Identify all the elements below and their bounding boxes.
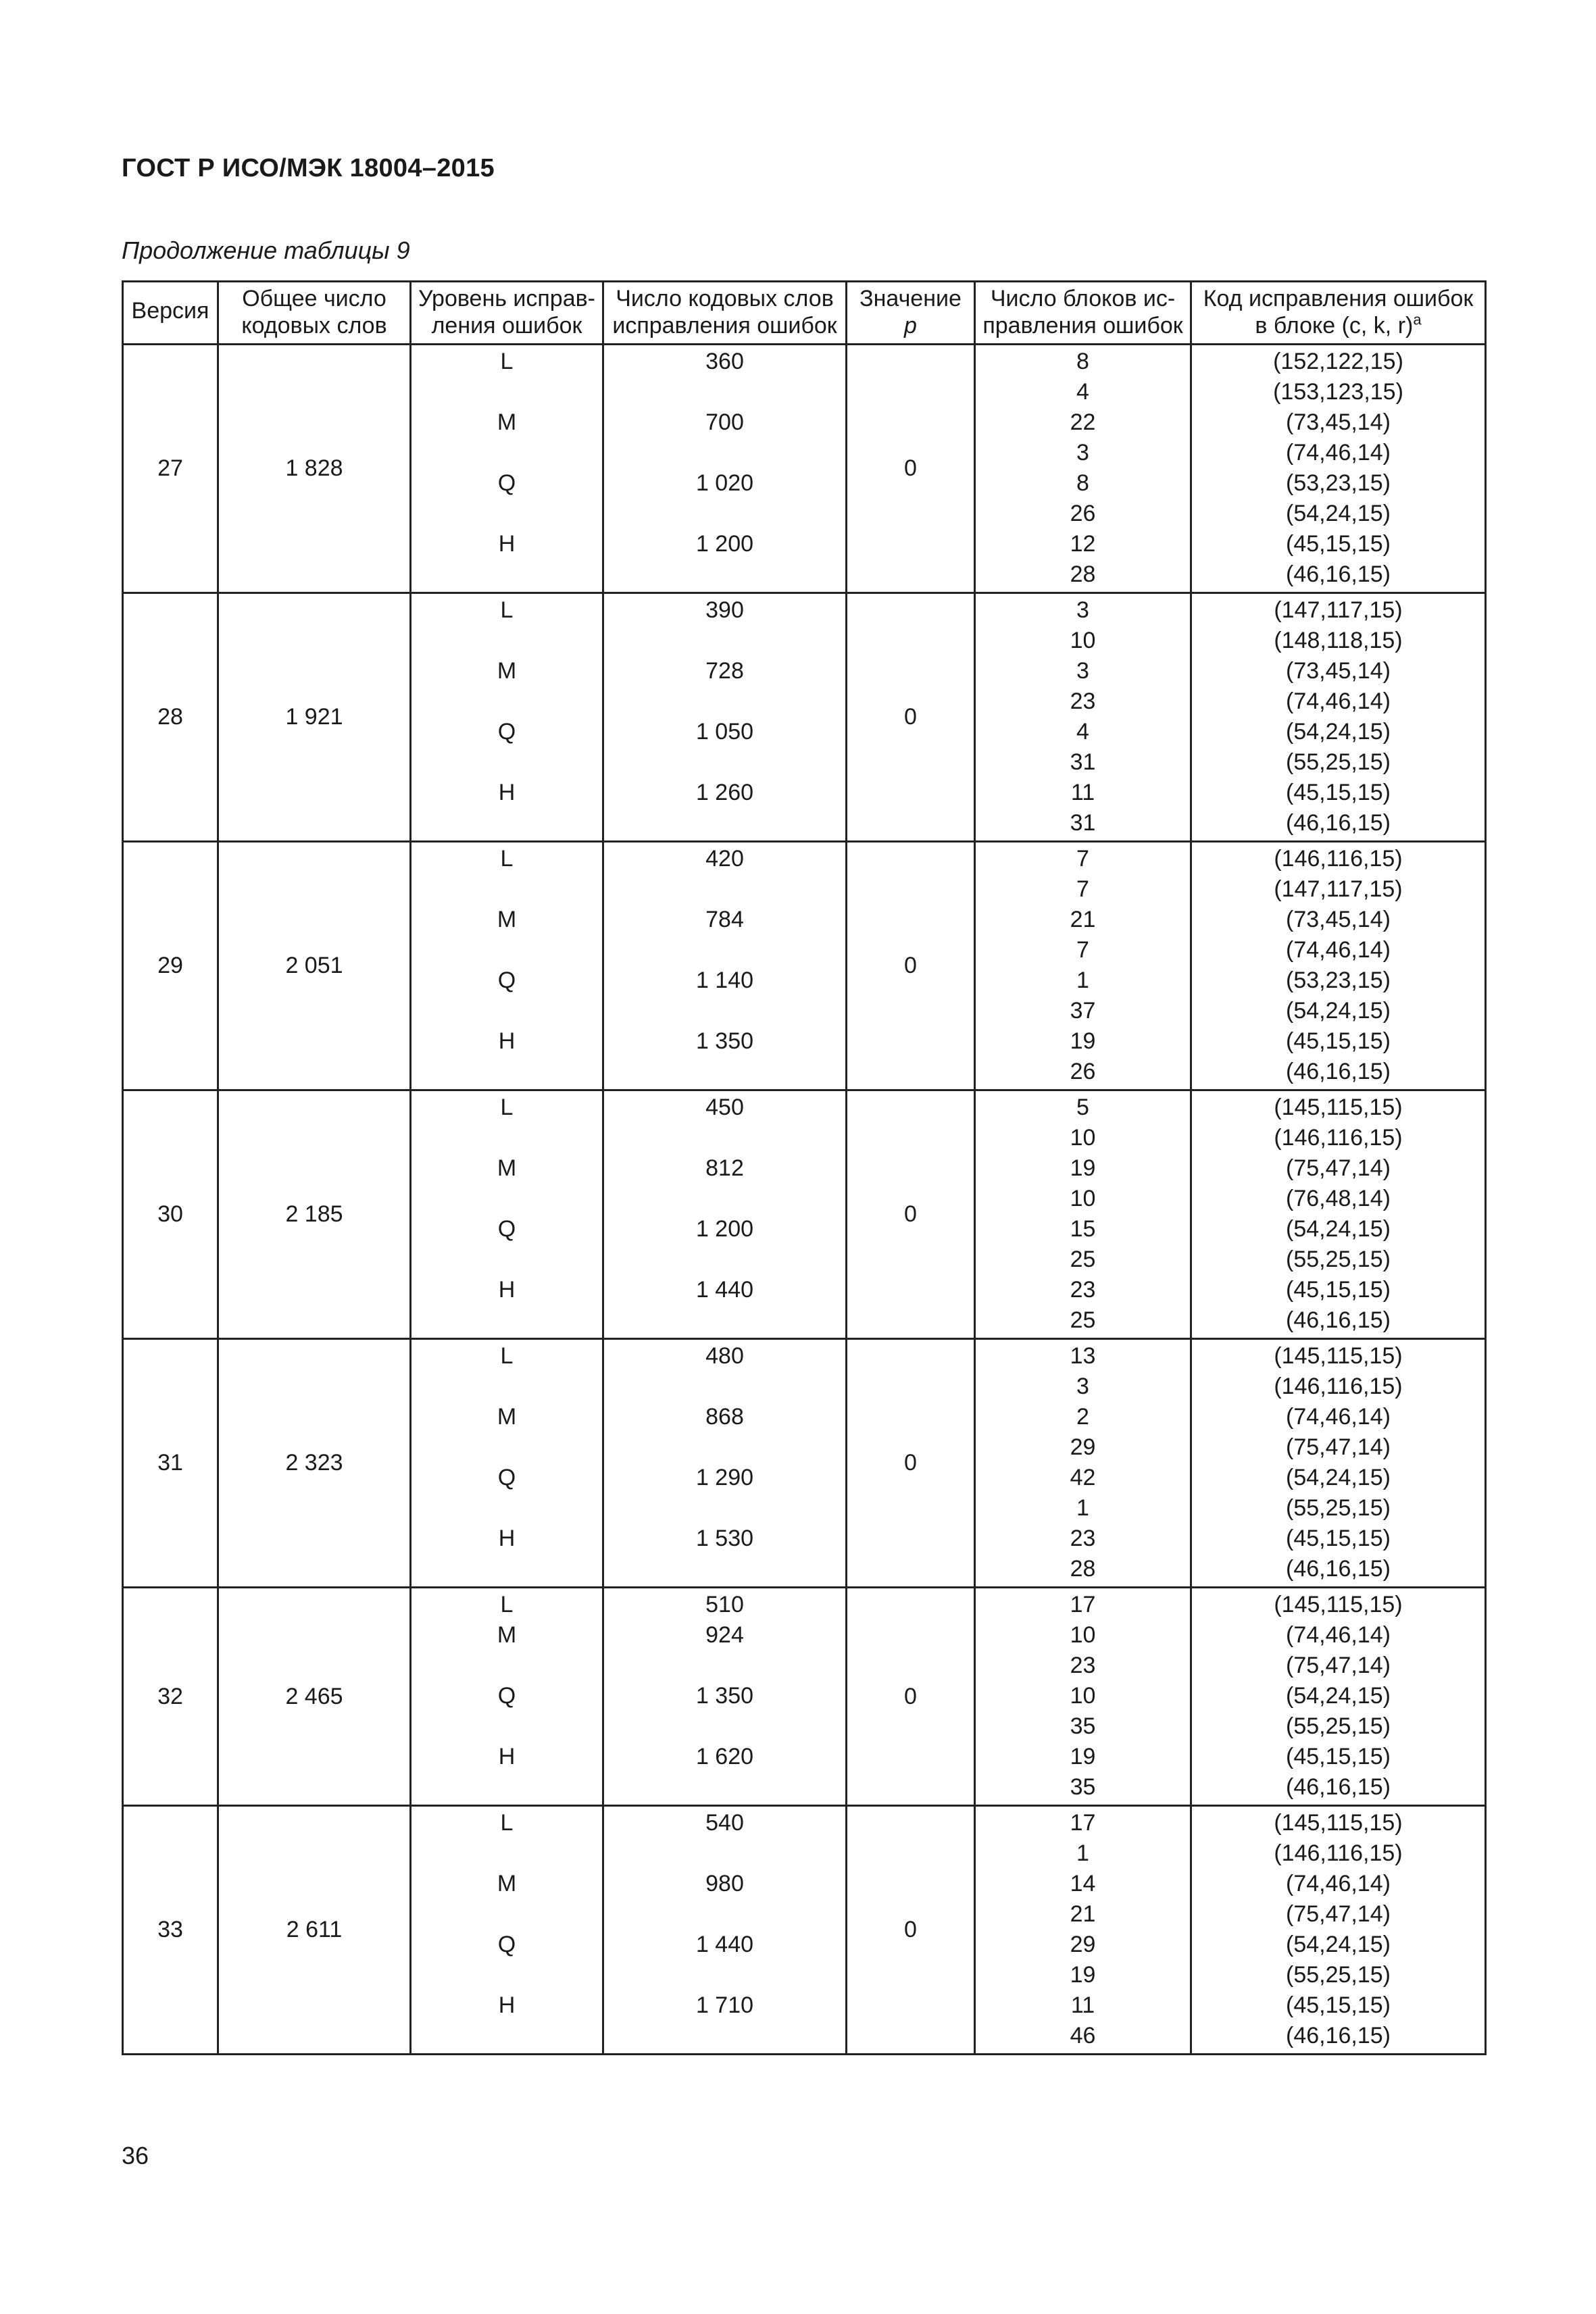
cell-ec-blocks-line: 19	[1070, 1155, 1096, 1181]
cell-ec-level-line: H	[498, 1526, 516, 1551]
col-header-total-codewords: Общее число кодовых слов	[218, 282, 411, 345]
document-header: ГОСТ Р ИСО/МЭК 18004–2015	[122, 154, 495, 182]
cell-ec-codewords-line: 1 530	[695, 1526, 754, 1551]
cell-ec-codewords	[603, 1588, 847, 1806]
cell-ec-level-line	[414, 1554, 599, 1584]
cell-ec-code-line: (145,115,15)	[1274, 1343, 1403, 1369]
cell-ec-code-line: (74,46,14)	[1286, 688, 1391, 714]
cell-ec-level-line	[414, 1372, 599, 1402]
cell-ec-blocks	[975, 1588, 1191, 1806]
table-row	[123, 593, 1486, 842]
cell-ec-codewords-line	[607, 559, 843, 590]
cell-ec-codewords-line: 1 440	[695, 1277, 754, 1303]
cell-ec-code-line: (54,24,15)	[1286, 501, 1391, 526]
cell-ec-blocks-line: 10	[1070, 628, 1096, 653]
table-row	[123, 1090, 1486, 1339]
cell-ec-blocks-line: 21	[1070, 907, 1096, 932]
cell-ec-blocks-line: 19	[1070, 1744, 1096, 1769]
cell-ec-blocks-line: 46	[1070, 2023, 1096, 2048]
col-header-ec-level: Уровень исправ- ления ошибок	[411, 282, 603, 345]
cell-ec-codewords-line: 1 200	[695, 1216, 754, 1242]
cell-ec-level-line: M	[497, 1404, 517, 1430]
cell-ec-blocks-line: 7	[1076, 876, 1089, 902]
cell-ec-code-line: (55,25,15)	[1286, 749, 1391, 775]
cell-ec-codewords-line	[607, 808, 843, 838]
cell-ec-code-line: (75,47,14)	[1286, 1901, 1391, 1927]
cell-ec-level-line: H	[498, 1277, 516, 1303]
cell-ec-codewords	[603, 1339, 847, 1588]
cell-ec-level-line	[414, 377, 599, 407]
cell-ec-codewords-line	[607, 1711, 843, 1742]
cell-total-codewords: 2 185	[218, 1090, 411, 1339]
cell-ec-level	[411, 1339, 603, 1588]
cell-ec-codewords-line: 1 260	[695, 780, 754, 805]
cell-ec-code-line: (55,25,15)	[1286, 1247, 1391, 1272]
cell-ec-level-line	[414, 1711, 599, 1742]
cell-ec-blocks-line: 31	[1070, 749, 1096, 775]
cell-ec-level-line	[414, 874, 599, 905]
cell-ec-blocks-line: 12	[1070, 531, 1096, 557]
cell-ec-code-line: (46,16,15)	[1286, 561, 1391, 587]
cell-ec-blocks-line: 22	[1070, 409, 1096, 435]
cell-ec-codewords-line	[607, 1899, 843, 1930]
cell-ec-code-line: (73,45,14)	[1286, 907, 1391, 932]
cell-ec-code-line: (55,25,15)	[1286, 1713, 1391, 1739]
col-header-ec-codewords: Число кодовых слов исправления ошибок	[603, 282, 847, 345]
cell-ec-blocks-line: 25	[1070, 1307, 1096, 1333]
cell-ec-codewords-line: 420	[705, 846, 744, 872]
cell-ec-blocks	[975, 345, 1191, 593]
cell-ec-blocks-line: 10	[1070, 1622, 1096, 1648]
cell-ec-codewords-line	[607, 1123, 843, 1153]
cell-ec-blocks-line: 13	[1070, 1343, 1096, 1369]
cell-ec-code-line: (145,115,15)	[1274, 1095, 1403, 1120]
cell-ec-codewords-line	[607, 2021, 843, 2051]
cell-ec-blocks-line: 26	[1070, 501, 1096, 526]
cell-ec-blocks-line: 21	[1070, 1901, 1096, 1927]
cell-ec-level-line	[414, 1123, 599, 1153]
cell-ec-code-line: (45,15,15)	[1286, 531, 1391, 557]
cell-ec-blocks-line: 23	[1070, 688, 1096, 714]
cell-ec-codewords-line	[607, 686, 843, 717]
cell-ec-blocks-line: 25	[1070, 1247, 1096, 1272]
cell-ec-level-line	[414, 438, 599, 468]
cell-ec-codewords-line	[607, 996, 843, 1026]
cell-ec-code	[1191, 1806, 1486, 2055]
cell-ec-code-line: (145,115,15)	[1274, 1592, 1403, 1617]
cell-ec-codewords-line: 700	[705, 409, 744, 435]
cell-ec-blocks-line: 10	[1070, 1186, 1096, 1211]
cell-version: 31	[123, 1339, 218, 1588]
cell-ec-code-line: (55,25,15)	[1286, 1495, 1391, 1521]
cell-ec-blocks-line: 3	[1076, 597, 1089, 623]
cell-ec-blocks	[975, 1090, 1191, 1339]
cell-ec-level-line	[414, 996, 599, 1026]
cell-ec-blocks-line: 42	[1070, 1465, 1096, 1490]
cell-ec-blocks-line: 23	[1070, 1277, 1096, 1303]
cell-ec-codewords-line	[607, 1372, 843, 1402]
cell-ec-codewords-line: 510	[705, 1592, 744, 1617]
cell-ec-code-line: (54,24,15)	[1286, 1683, 1391, 1709]
cell-ec-level-line: Q	[497, 1932, 516, 1957]
cell-p-value: 0	[847, 1339, 975, 1588]
cell-ec-level-line: L	[500, 1343, 514, 1369]
cell-ec-code-line: (75,47,14)	[1286, 1155, 1391, 1181]
cell-ec-code	[1191, 345, 1486, 593]
cell-total-codewords: 2 323	[218, 1339, 411, 1588]
cell-ec-blocks-line: 1	[1076, 1495, 1089, 1521]
cell-ec-code	[1191, 1339, 1486, 1588]
cell-ec-level-line	[414, 1305, 599, 1336]
cell-ec-codewords-line: 812	[705, 1155, 744, 1181]
table-row	[123, 842, 1486, 1090]
cell-ec-code-line: (46,16,15)	[1286, 810, 1391, 836]
cell-ec-codewords-line: 868	[705, 1404, 744, 1430]
cell-ec-codewords-line: 450	[705, 1095, 744, 1120]
cell-total-codewords: 2 051	[218, 842, 411, 1090]
cell-ec-level-line	[414, 1899, 599, 1930]
cell-ec-code-line: (55,25,15)	[1286, 1962, 1391, 1988]
cell-ec-blocks-line: 29	[1070, 1434, 1096, 1460]
cell-ec-level-line: Q	[497, 1216, 516, 1242]
cell-ec-code-line: (146,116,15)	[1274, 846, 1403, 872]
cell-ec-code-line: (75,47,14)	[1286, 1653, 1391, 1678]
cell-ec-codewords-line	[607, 747, 843, 778]
cell-ec-codewords-line	[607, 935, 843, 965]
cell-version: 29	[123, 842, 218, 1090]
cell-ec-code	[1191, 1090, 1486, 1339]
cell-ec-code-line: (152,122,15)	[1273, 349, 1403, 374]
footnote-marker: a	[1413, 311, 1422, 328]
cell-ec-level-line	[414, 1838, 599, 1869]
cell-ec-code	[1191, 842, 1486, 1090]
cell-ec-level-line: L	[500, 349, 514, 374]
cell-ec-blocks	[975, 1339, 1191, 1588]
cell-ec-codewords-line	[607, 499, 843, 529]
cell-ec-level-line	[414, 1244, 599, 1275]
cell-ec-code-line: (75,47,14)	[1286, 1434, 1391, 1460]
cell-ec-codewords	[603, 1090, 847, 1339]
cell-ec-blocks-line: 4	[1076, 719, 1089, 745]
cell-ec-codewords	[603, 1806, 847, 2055]
cell-total-codewords: 1 921	[218, 593, 411, 842]
cell-ec-codewords-line	[607, 874, 843, 905]
cell-ec-codewords-line	[607, 1432, 843, 1463]
cell-ec-code-line: (146,116,15)	[1274, 1125, 1403, 1151]
col-header-p-value: Значение p	[847, 282, 975, 345]
cell-ec-level-line	[414, 1057, 599, 1087]
cell-ec-codewords-line: 1 350	[695, 1683, 754, 1709]
cell-ec-codewords-line: 1 290	[695, 1465, 754, 1490]
cell-ec-level-line: M	[497, 907, 517, 932]
cell-ec-code-line: (54,24,15)	[1286, 719, 1391, 745]
cell-ec-level-line: M	[497, 1871, 517, 1896]
cell-ec-blocks-line: 3	[1076, 658, 1089, 684]
cell-ec-level-line: M	[497, 658, 517, 684]
cell-ec-level-line: H	[498, 780, 516, 805]
table-row	[123, 1806, 1486, 2055]
page-number: 36	[122, 2142, 149, 2169]
cell-ec-codewords-line: 1 140	[695, 967, 754, 993]
cell-ec-codewords-line: 1 050	[695, 719, 754, 745]
cell-ec-code-line: (45,15,15)	[1286, 1028, 1391, 1054]
cell-ec-code	[1191, 1588, 1486, 1806]
cell-ec-code-line: (45,15,15)	[1286, 1992, 1391, 2018]
cell-ec-codewords-line: 784	[705, 907, 744, 932]
cell-ec-codewords-line: 1 020	[695, 470, 754, 496]
cell-total-codewords: 2 611	[218, 1806, 411, 2055]
cell-version: 28	[123, 593, 218, 842]
cell-ec-blocks	[975, 1806, 1191, 2055]
table-header-row	[123, 282, 1486, 345]
cell-ec-code-line: (54,24,15)	[1286, 1216, 1391, 1242]
cell-version: 27	[123, 345, 218, 593]
cell-ec-level-line: M	[497, 409, 517, 435]
cell-ec-level	[411, 1806, 603, 2055]
cell-p-value: 0	[847, 1090, 975, 1339]
cell-ec-codewords-line	[607, 1960, 843, 1990]
cell-ec-codewords-line: 360	[705, 349, 744, 374]
cell-ec-codewords-line: 1 350	[695, 1028, 754, 1054]
cell-ec-blocks-line: 10	[1070, 1125, 1096, 1151]
cell-ec-blocks-line: 35	[1070, 1713, 1096, 1739]
cell-ec-blocks-line: 8	[1076, 470, 1089, 496]
cell-ec-level-line: H	[498, 531, 516, 557]
cell-ec-codewords-line: 390	[705, 597, 744, 623]
cell-ec-level-line	[414, 1493, 599, 1524]
cell-ec-blocks-line: 31	[1070, 810, 1096, 836]
cell-ec-code-line: (45,15,15)	[1286, 1277, 1391, 1303]
cell-ec-code-line: (74,46,14)	[1286, 937, 1391, 963]
cell-ec-code-line: (46,16,15)	[1286, 1307, 1391, 1333]
cell-ec-level	[411, 345, 603, 593]
cell-ec-codewords-line	[607, 626, 843, 656]
cell-ec-level-line	[414, 808, 599, 838]
cell-ec-level-line	[414, 747, 599, 778]
error-correction-table	[122, 280, 1487, 2055]
cell-version: 33	[123, 1806, 218, 2055]
cell-ec-level-line	[414, 1184, 599, 1214]
cell-ec-code-line: (73,45,14)	[1286, 409, 1391, 435]
cell-ec-level-line: L	[500, 1810, 514, 1836]
cell-ec-codewords-line	[607, 1493, 843, 1524]
cell-ec-level	[411, 1090, 603, 1339]
cell-version: 30	[123, 1090, 218, 1339]
cell-ec-codewords-line	[607, 1838, 843, 1869]
cell-ec-level-line: H	[498, 1992, 516, 2018]
cell-ec-blocks-line: 8	[1076, 349, 1089, 374]
cell-ec-codewords-line	[607, 1305, 843, 1336]
cell-ec-blocks-line: 15	[1070, 1216, 1096, 1242]
cell-ec-code-line: (53,23,15)	[1286, 967, 1391, 993]
col-header-ec-blocks: Число блоков ис- правления ошибок	[975, 282, 1191, 345]
cell-ec-code-line: (145,115,15)	[1274, 1810, 1403, 1836]
cell-ec-blocks-line: 17	[1070, 1592, 1096, 1617]
cell-ec-codewords-line	[607, 1772, 843, 1803]
cell-ec-level-line	[414, 499, 599, 529]
cell-ec-blocks-line: 10	[1070, 1683, 1096, 1709]
table-row	[123, 1339, 1486, 1588]
cell-ec-blocks-line: 19	[1070, 1028, 1096, 1054]
cell-ec-level-line: Q	[497, 1683, 516, 1709]
cell-ec-code-line: (76,48,14)	[1286, 1186, 1391, 1211]
cell-ec-code-line: (54,24,15)	[1286, 998, 1391, 1024]
cell-ec-code-line: (148,118,15)	[1274, 628, 1403, 653]
cell-ec-blocks-line: 28	[1070, 561, 1096, 587]
cell-ec-blocks-line: 26	[1070, 1059, 1096, 1084]
cell-ec-code-line: (54,24,15)	[1286, 1465, 1391, 1490]
cell-ec-blocks-line: 11	[1070, 1992, 1095, 2018]
cell-ec-level-line: H	[498, 1028, 516, 1054]
cell-ec-blocks-line: 7	[1076, 846, 1089, 872]
cell-ec-code-line: (46,16,15)	[1286, 1774, 1391, 1800]
cell-ec-blocks-line: 35	[1070, 1774, 1096, 1800]
cell-ec-code-line: (153,123,15)	[1273, 379, 1403, 405]
cell-ec-codewords-line: 728	[705, 658, 744, 684]
cell-ec-level-line	[414, 935, 599, 965]
cell-ec-blocks-line: 19	[1070, 1962, 1096, 1988]
cell-ec-level-line	[414, 1960, 599, 1990]
cell-ec-code-line: (45,15,15)	[1286, 1526, 1391, 1551]
cell-ec-codewords-line	[607, 1057, 843, 1087]
cell-ec-level-line	[414, 686, 599, 717]
cell-ec-level-line: L	[500, 597, 514, 623]
cell-ec-code	[1191, 593, 1486, 842]
cell-ec-code-line: (46,16,15)	[1286, 1059, 1391, 1084]
cell-ec-level-line: L	[500, 846, 514, 872]
cell-ec-level-line: L	[500, 1095, 514, 1120]
cell-ec-level-line	[414, 626, 599, 656]
cell-ec-blocks-line: 37	[1070, 998, 1096, 1024]
cell-ec-codewords-line: 540	[705, 1810, 744, 1836]
table-caption: Продолжение таблицы 9	[122, 236, 410, 264]
cell-total-codewords: 1 828	[218, 345, 411, 593]
cell-ec-level-line: Q	[497, 967, 516, 993]
cell-ec-codewords-line	[607, 1554, 843, 1584]
cell-ec-level-line	[414, 2021, 599, 2051]
cell-ec-blocks-line: 23	[1070, 1653, 1096, 1678]
cell-ec-code-line: (146,116,15)	[1274, 1374, 1403, 1399]
cell-ec-level	[411, 593, 603, 842]
cell-ec-blocks-line: 29	[1070, 1932, 1096, 1957]
cell-ec-codewords-line	[607, 1244, 843, 1275]
cell-ec-blocks-line: 11	[1070, 780, 1095, 805]
cell-ec-codewords	[603, 842, 847, 1090]
cell-ec-blocks-line: 3	[1076, 1374, 1089, 1399]
cell-ec-level-line: M	[497, 1155, 517, 1181]
table-body	[123, 345, 1486, 2055]
cell-ec-level-line: Q	[497, 1465, 516, 1490]
cell-ec-level-line: M	[497, 1622, 517, 1648]
cell-ec-code-line: (146,116,15)	[1274, 1840, 1403, 1866]
cell-ec-blocks	[975, 842, 1191, 1090]
cell-ec-code-line: (74,46,14)	[1286, 440, 1391, 466]
cell-ec-blocks-line: 4	[1076, 379, 1089, 405]
cell-ec-level	[411, 842, 603, 1090]
cell-ec-code-line: (46,16,15)	[1286, 2023, 1391, 2048]
cell-ec-codewords-line: 1 620	[695, 1744, 754, 1769]
cell-version: 32	[123, 1588, 218, 1806]
cell-ec-blocks-line: 2	[1076, 1404, 1089, 1430]
cell-ec-codewords-line: 1 710	[695, 1992, 754, 2018]
cell-ec-level-line: Q	[497, 470, 516, 496]
cell-ec-blocks-line: 1	[1076, 967, 1089, 993]
cell-ec-codewords-line: 1 200	[695, 531, 754, 557]
cell-ec-code-line: (147,117,15)	[1274, 597, 1403, 623]
cell-ec-level-line: L	[500, 1592, 514, 1617]
cell-ec-code-line: (74,46,14)	[1286, 1622, 1391, 1648]
cell-ec-codewords	[603, 345, 847, 593]
cell-ec-codewords	[603, 593, 847, 842]
cell-ec-codewords-line: 980	[705, 1871, 744, 1896]
cell-p-value: 0	[847, 1806, 975, 2055]
cell-ec-code-line: (147,117,15)	[1274, 876, 1403, 902]
cell-ec-code-line: (46,16,15)	[1286, 1556, 1391, 1582]
cell-ec-level-line	[414, 1772, 599, 1803]
cell-ec-code-line: (45,15,15)	[1286, 780, 1391, 805]
cell-ec-blocks	[975, 593, 1191, 842]
cell-ec-code-line: (54,24,15)	[1286, 1932, 1391, 1957]
cell-ec-level-line: H	[498, 1744, 516, 1769]
cell-ec-level-line	[414, 1432, 599, 1463]
cell-ec-code-line: (53,23,15)	[1286, 470, 1391, 496]
cell-ec-blocks-line: 1	[1076, 1840, 1089, 1866]
cell-ec-level-line	[414, 559, 599, 590]
cell-ec-blocks-line: 14	[1070, 1871, 1096, 1896]
cell-ec-blocks-line: 3	[1076, 440, 1089, 466]
cell-ec-codewords-line	[607, 438, 843, 468]
cell-ec-blocks-line: 5	[1076, 1095, 1089, 1120]
col-header-ec-code: Код исправления ошибок в блоке (c, k, r)$^a$	[1191, 282, 1486, 345]
cell-p-value: 0	[847, 1588, 975, 1806]
cell-ec-codewords-line	[607, 377, 843, 407]
cell-ec-codewords-line: 924	[705, 1622, 744, 1648]
table-row	[123, 345, 1486, 593]
cell-ec-codewords-line	[607, 1184, 843, 1214]
cell-p-value: 0	[847, 593, 975, 842]
cell-ec-blocks-line: 28	[1070, 1556, 1096, 1582]
cell-ec-code-line: (45,15,15)	[1286, 1744, 1391, 1769]
table-row	[123, 1588, 1486, 1806]
col-header-version: Версия	[123, 282, 218, 345]
cell-ec-code-line: (74,46,14)	[1286, 1404, 1391, 1430]
cell-total-codewords: 2 465	[218, 1588, 411, 1806]
cell-ec-level-line: Q	[497, 719, 516, 745]
cell-ec-code-line: (74,46,14)	[1286, 1871, 1391, 1896]
cell-ec-codewords-line: 480	[705, 1343, 744, 1369]
cell-ec-level	[411, 1588, 603, 1806]
cell-ec-blocks-line: 23	[1070, 1526, 1096, 1551]
cell-p-value: 0	[847, 842, 975, 1090]
cell-ec-blocks-line: 7	[1076, 937, 1089, 963]
cell-ec-codewords-line	[607, 1651, 843, 1681]
cell-ec-code-line: (73,45,14)	[1286, 658, 1391, 684]
cell-ec-codewords-line: 1 440	[695, 1932, 754, 1957]
cell-ec-blocks-line: 17	[1070, 1810, 1096, 1836]
cell-ec-level-line	[414, 1651, 599, 1681]
cell-p-value: 0	[847, 345, 975, 593]
